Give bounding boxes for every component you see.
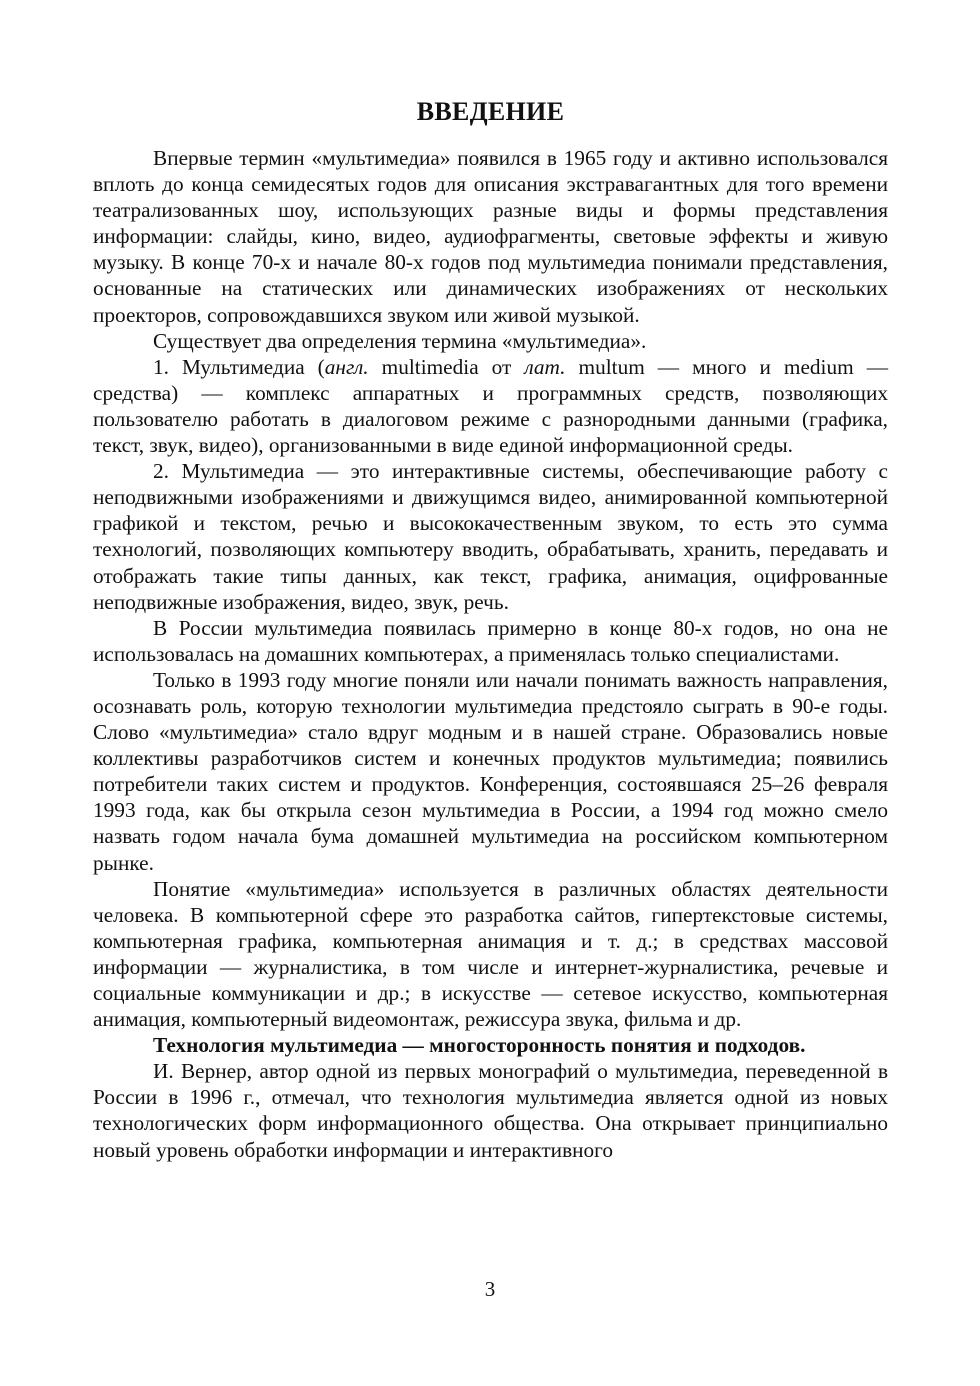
page-number: 3 — [484, 1277, 496, 1301]
paragraph-areas: Понятие «мультимедиа» используется в различных областях деятельности человека. В компьютерной сфере это разработка сайтов, гипертекстовые системы, компьютерная графика, компьютерная анимация и т. д.; в средствах массовой информации — журналистика, в том числе и интернет-журналистика, речевые и социальные коммуникации и др.; в искусстве — сетевое искусство, компьютерная анимация, компьютерный видеомонтаж, режиссура звука, фильма и др. — [93, 876, 888, 1032]
paragraph-definitions-intro: Существует два определения термина «мультимедиа». — [153, 328, 647, 353]
paragraph-werner: И. Вернер, автор одной из первых монографий о мультимедиа, переведенной в России в 1996 г., отмечал, что технология мультимедиа является одной из новых технологических форм информационного общества. Она открывает принципиально новый уровень обработки информации и интерактивного — [93, 1059, 888, 1162]
page-body — [93, 85, 888, 1163]
abbr-latin: лат. — [524, 354, 566, 379]
paragraph-definition-1 — [93, 354, 888, 458]
definition-1-text-a: 1. Мультимедиа ( — [153, 354, 325, 379]
paragraph-history: Впервые термин «мультимедиа» появился в 1965 году и активно использовался вплоть до конца семидесятых годов для описания экстравагантных для того времени театрализованных шоу, использующих разные виды и формы представления информации: слайды, кино, видео, аудиофрагменты, световые эффекты и живую музыку. В конце 70-х и начале 80-х годов под мультимедиа понимали представления, основанные на статических или динамических изображениях от нескольких проекторов, сопровождавшихся звуком или живой музыкой. — [93, 146, 888, 327]
abbr-english: англ. — [324, 354, 369, 379]
section-subheading: Технология мультимедиа — многосторонность понятия и подходов. — [153, 1033, 806, 1058]
definition-1-text-c: multimedia от — [368, 354, 525, 379]
definition-1-text-e: multum — много и medium — средства) — комплекс аппаратных и программных средств, позволяющих пользователю работать в диалоговом режиме с разнородными данными (графика, текст, звук, видео), организованными в виде единой информационной среды. — [93, 354, 888, 458]
paragraph-definition-2: 2. Мультимедиа — это интерактивные системы, обеспечивающие работу с неподвижными изображениями и движущимся видео, анимированной компьютерной графикой и текстом, речью и высококачественным звуком, то есть это сумма технологий, позволяющих компьютеру вводить, обрабатывать, хранить, передавать и отображать такие типы данных, как текст, графика, анимация, оцифрованные неподвижные изображения, видео, звук, речь. — [93, 459, 888, 614]
page-title: ВВЕДЕНИЕ — [416, 97, 565, 126]
paragraph-1993: Только в 1993 году многие поняли или начали понимать важность направления, осознавать роль, которую технологии мультимедиа предстояло сыграть в 90-е годы. Слово «мультимедиа» стало вдруг модным и в нашей стране. Образовались новые коллективы разработчиков систем и конечных продуктов мультимедиа; появились потребители таких систем и продуктов. Конференция, состоявшаяся 25–26 февраля 1993 года, как бы открыла сезон мультимедиа в России, а 1994 год можно смело назвать годом начала бума домашней мультимедиа на российском компьютерном рынке. — [93, 667, 888, 875]
paragraph-russia-80s: В России мультимедиа появилась примерно в конце 80-х годов, но она не использовалась на домашних компьютерах, а применялась только специалистами. — [93, 615, 888, 666]
